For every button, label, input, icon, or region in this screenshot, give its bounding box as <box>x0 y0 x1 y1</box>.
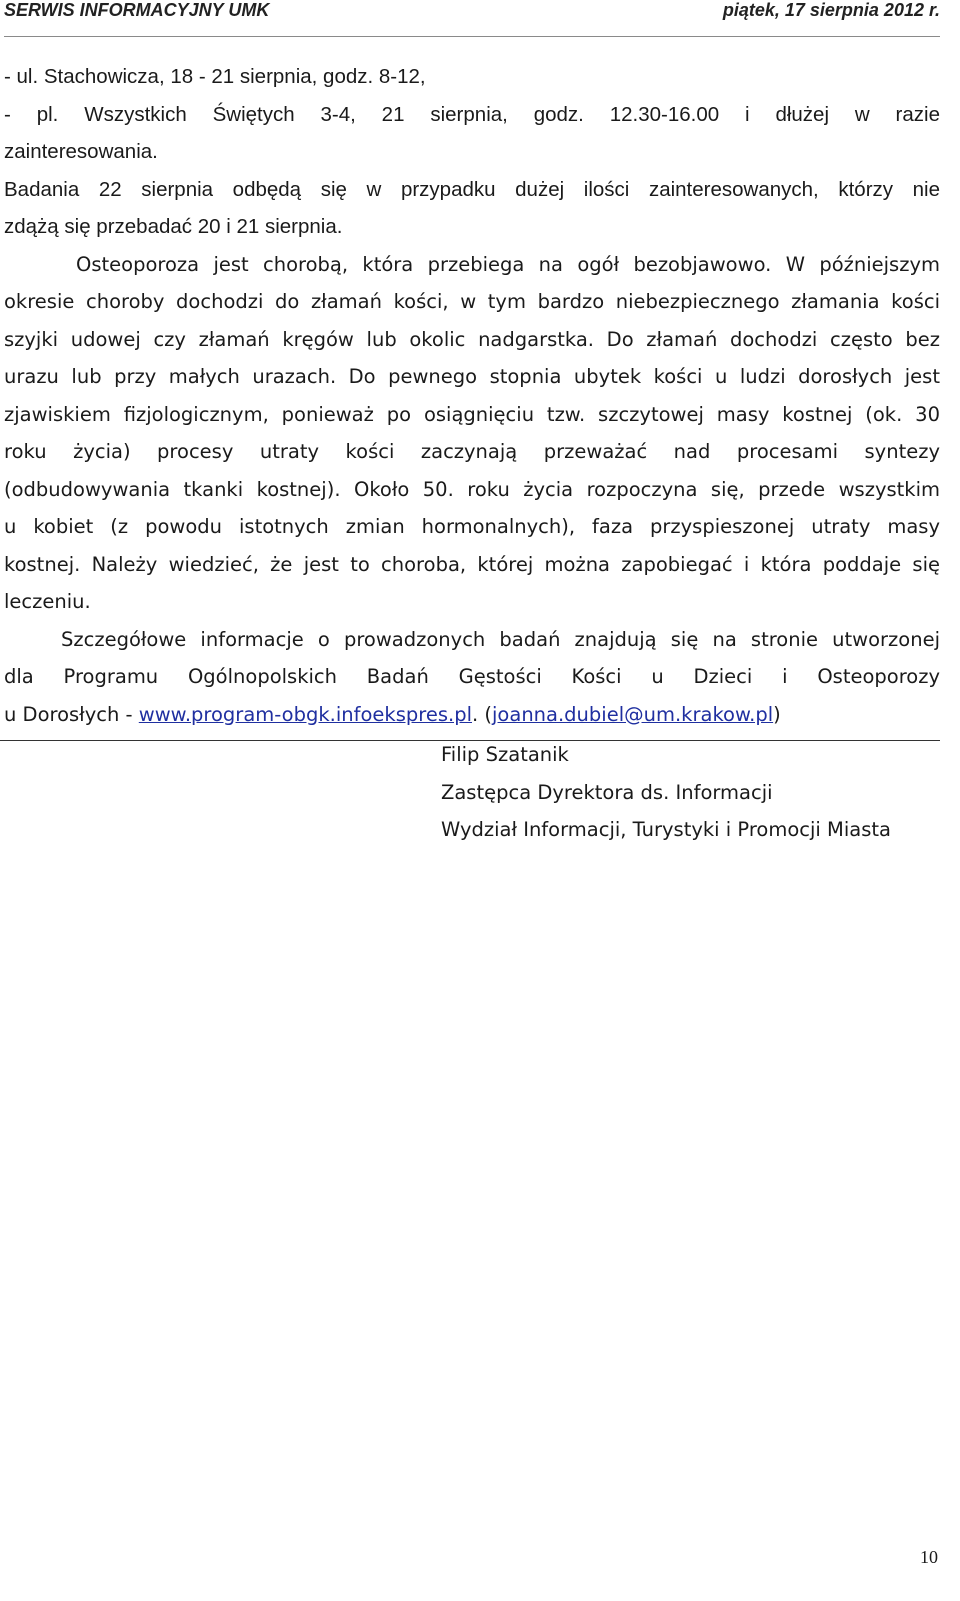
links-prefix: u Dorosłych - <box>4 702 139 726</box>
osteoporosis-paragraph-line: u kobiet (z powodu istotnych zmian hormonalnych), faza przyspieszonej utraty masy <box>4 515 940 538</box>
osteoporosis-paragraph-line: leczeniu. <box>4 590 91 613</box>
page-number: 10 <box>920 1547 938 1567</box>
osteoporosis-paragraph-line: zjawiskiem fizjologicznym, ponieważ po osiągnięciu tzw. szczytowej masy kostnej (ok. 30 <box>4 402 940 426</box>
signature-position: Zastępca Dyrektora ds. Informacji <box>441 780 773 804</box>
signature-name: Filip Szatanik <box>441 743 569 766</box>
schedule-line-stachowicza: - ul. Stachowicza, 18 - 21 sierpnia, godz. 8-12, <box>4 65 426 88</box>
details-paragraph-line-links <box>4 696 940 734</box>
schedule-line-continuation: zainteresowania. <box>4 140 158 163</box>
details-paragraph-line: Szczegółowe informacje o prowadzonych badań znajdują się na stronie utworzonej <box>61 627 940 651</box>
links-separator: . ( <box>472 702 493 726</box>
osteoporosis-paragraph-line: roku życia) procesy utraty kości zaczynają przeważać nad procesami syntezy <box>4 440 940 463</box>
links-suffix: ) <box>773 702 781 726</box>
header-title: SERWIS INFORMACYJNY UMK <box>4 0 270 20</box>
contact-email-link[interactable]: joanna.dubiel@um.krakow.pl <box>492 702 774 726</box>
document-body <box>4 58 940 733</box>
program-website-link[interactable]: www.program-obgk.infoekspres.pl <box>138 702 472 726</box>
osteoporosis-paragraph-line: okresie choroby dochodzi do złamań kości, w tym bardzo niebezpiecznego złamania kości <box>4 290 940 313</box>
additional-date-line: Badania 22 sierpnia odbędą się w przypadku dużej ilości zainteresowanych, którzy nie <box>4 177 940 201</box>
osteoporosis-paragraph-line: kostnej. Należy wiedzieć, że jest to choroba, której można zapobiegać i która poddaje się <box>4 552 940 576</box>
osteoporosis-paragraph-line: urazu lub przy małych urazach. Do pewnego stopnia ubytek kości u ludzi dorosłych jest <box>4 365 940 388</box>
header-date: piątek, 17 sierpnia 2012 r. <box>722 0 940 20</box>
osteoporosis-paragraph-line: szyjki udowej czy złamań kręgów lub okolic nadgarstka. Do złamań dochodzi często bez <box>4 327 940 351</box>
signature-department: Wydział Informacji, Turystyki i Promocji Miasta <box>441 818 891 841</box>
osteoporosis-paragraph-line: Osteoporoza jest chorobą, która przebiega na ogół bezobjawowo. W późniejszym <box>76 252 940 276</box>
page-header <box>4 0 940 37</box>
signature-block <box>441 736 891 849</box>
osteoporosis-paragraph-line: (odbudowywania tkanki kostnej). Około 50. roku życia rozpoczyna się, przede wszystkim <box>4 477 940 501</box>
schedule-line-wszystkich-swietych: - pl. Wszystkich Świętych 3-4, 21 sierpnia, godz. 12.30-16.00 i dłużej w razie <box>4 102 940 126</box>
additional-date-line-end: zdążą się przebadać 20 i 21 sierpnia. <box>4 215 343 238</box>
details-paragraph-line: dla Programu Ogólnopolskich Badań Gęstości Kości u Dzieci i Osteoporozy <box>4 665 940 688</box>
